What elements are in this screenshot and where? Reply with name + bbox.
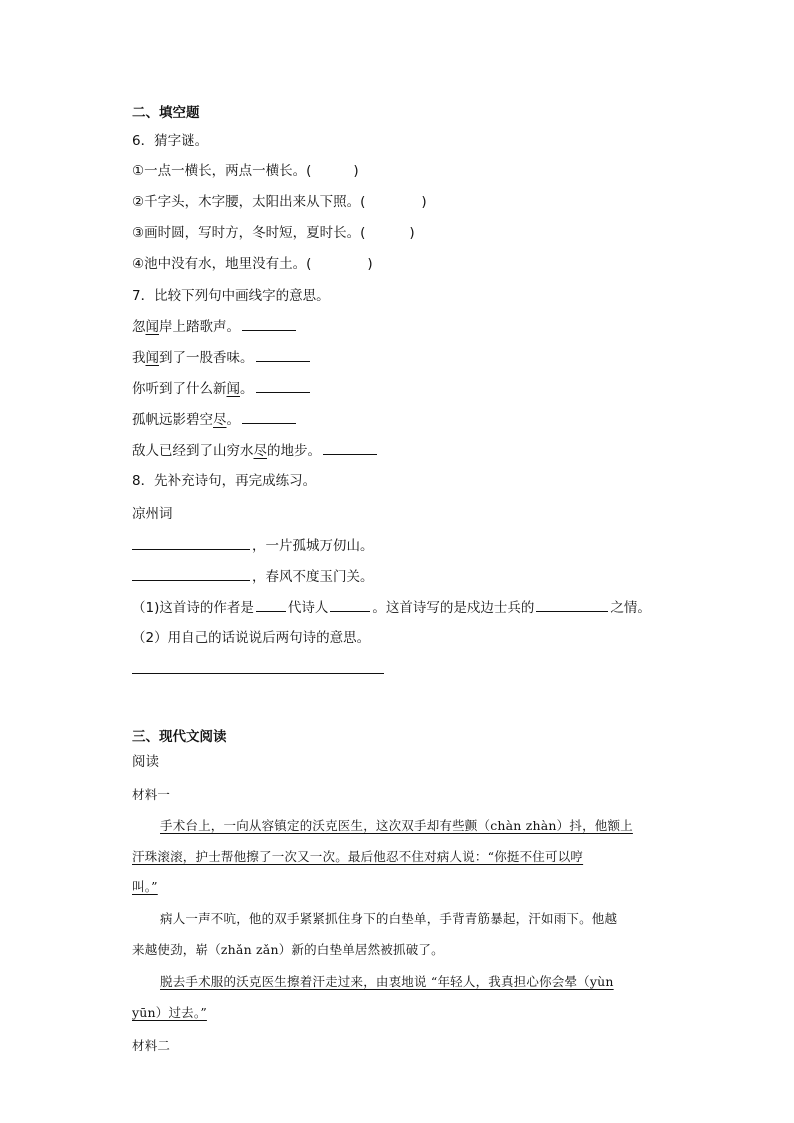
answer-blank[interactable] (242, 409, 296, 424)
material-1-para-1-line-3: 叫。” (132, 879, 158, 894)
material-1-para-2-line-1: 病人一声不吭，他的双手紧紧抓住身下的白垫单，手背青筋暴起，汗如雨下。他越 (160, 911, 618, 926)
sentence-4: 孤帆远影碧空尽。 (132, 409, 298, 430)
material-1-para-2-line-2: 来越使劲，崭（zhǎn zǎn）新的白垫单居然被抓破了。 (132, 942, 444, 957)
poem-title: 凉州词 (132, 506, 173, 522)
sentence-3: 你听到了什么新闻。 (132, 378, 312, 399)
section-title-fill-blank: 二、填空题 (132, 105, 200, 121)
riddle-1: ①一点一横长，两点一横长。( ) (132, 163, 359, 179)
material-1-para-3-line-1: 脱去手术服的沃克医生擦着汗走过来，由衷地说 “年轻人，我真担心你会晕（yùn (160, 974, 614, 989)
material-1-para-1-line-2: 汗珠滚滚，护士帮他擦了一次又一次。最后他忍不住对病人说：“你挺不住可以哼 (132, 849, 584, 864)
section-title-reading: 三、现代文阅读 (132, 729, 227, 745)
answer-blank[interactable] (256, 347, 310, 362)
meaning-answer-line[interactable] (132, 659, 386, 680)
sentence-5: 敌人已经到了山穷水尽的地步。 (132, 440, 379, 461)
poem-line-1: ，一片孤城万仞山。 (132, 535, 374, 556)
underlined-char: 闻 (145, 350, 159, 366)
question-6-stem: 6．猜字谜。 (132, 133, 209, 149)
question-8-stem: 8．先补充诗句，再完成练习。 (132, 473, 317, 489)
question-8-sub-1: （1)这首诗的作者是 代诗人 。这首诗写的是戍边士兵的 之情。 (132, 597, 651, 618)
emotion-blank[interactable] (536, 597, 608, 612)
sentence-2: 我闻到了一股香味。 (132, 347, 312, 368)
material-2-label: 材料二 (132, 1038, 171, 1053)
poem-blank-2[interactable] (132, 566, 250, 581)
riddle-3: ③画时圆，写时方，冬时短，夏时长。( ) (132, 225, 415, 241)
answer-blank[interactable] (323, 440, 377, 455)
underlined-char: 尽 (213, 412, 227, 428)
answer-blank[interactable] (242, 316, 296, 331)
material-1-para-3-line-2: yūn）过去。” (132, 1005, 207, 1020)
poem-blank-1[interactable] (132, 535, 250, 550)
poet-blank[interactable] (330, 597, 370, 612)
poem-line-2: ，春风不度玉门关。 (132, 566, 374, 587)
underlined-char: 尽 (253, 443, 267, 459)
dynasty-blank[interactable] (256, 597, 286, 612)
material-1-para-1-line-1: 手术台上，一向从容镇定的沃克医生，这次双手却有些颤（chàn zhàn）抖，他额上 (160, 818, 633, 833)
underlined-char: 闻 (145, 319, 159, 335)
reading-intro: 阅读 (132, 754, 159, 770)
riddle-4: ④池中没有水，地里没有土。( ) (132, 256, 373, 272)
answer-blank[interactable] (256, 378, 310, 393)
question-8-sub-2: （2）用自己的话说说后两句诗的意思。 (132, 630, 371, 646)
sentence-1: 忽闻岸上踏歌声。 (132, 316, 298, 337)
riddle-2: ②千字头，木字腰，太阳出来从下照。( ) (132, 194, 427, 210)
underlined-char: 闻 (226, 381, 240, 397)
material-1-label: 材料一 (132, 787, 171, 802)
question-7-stem: 7．比较下列句中画线字的意思。 (132, 288, 330, 304)
